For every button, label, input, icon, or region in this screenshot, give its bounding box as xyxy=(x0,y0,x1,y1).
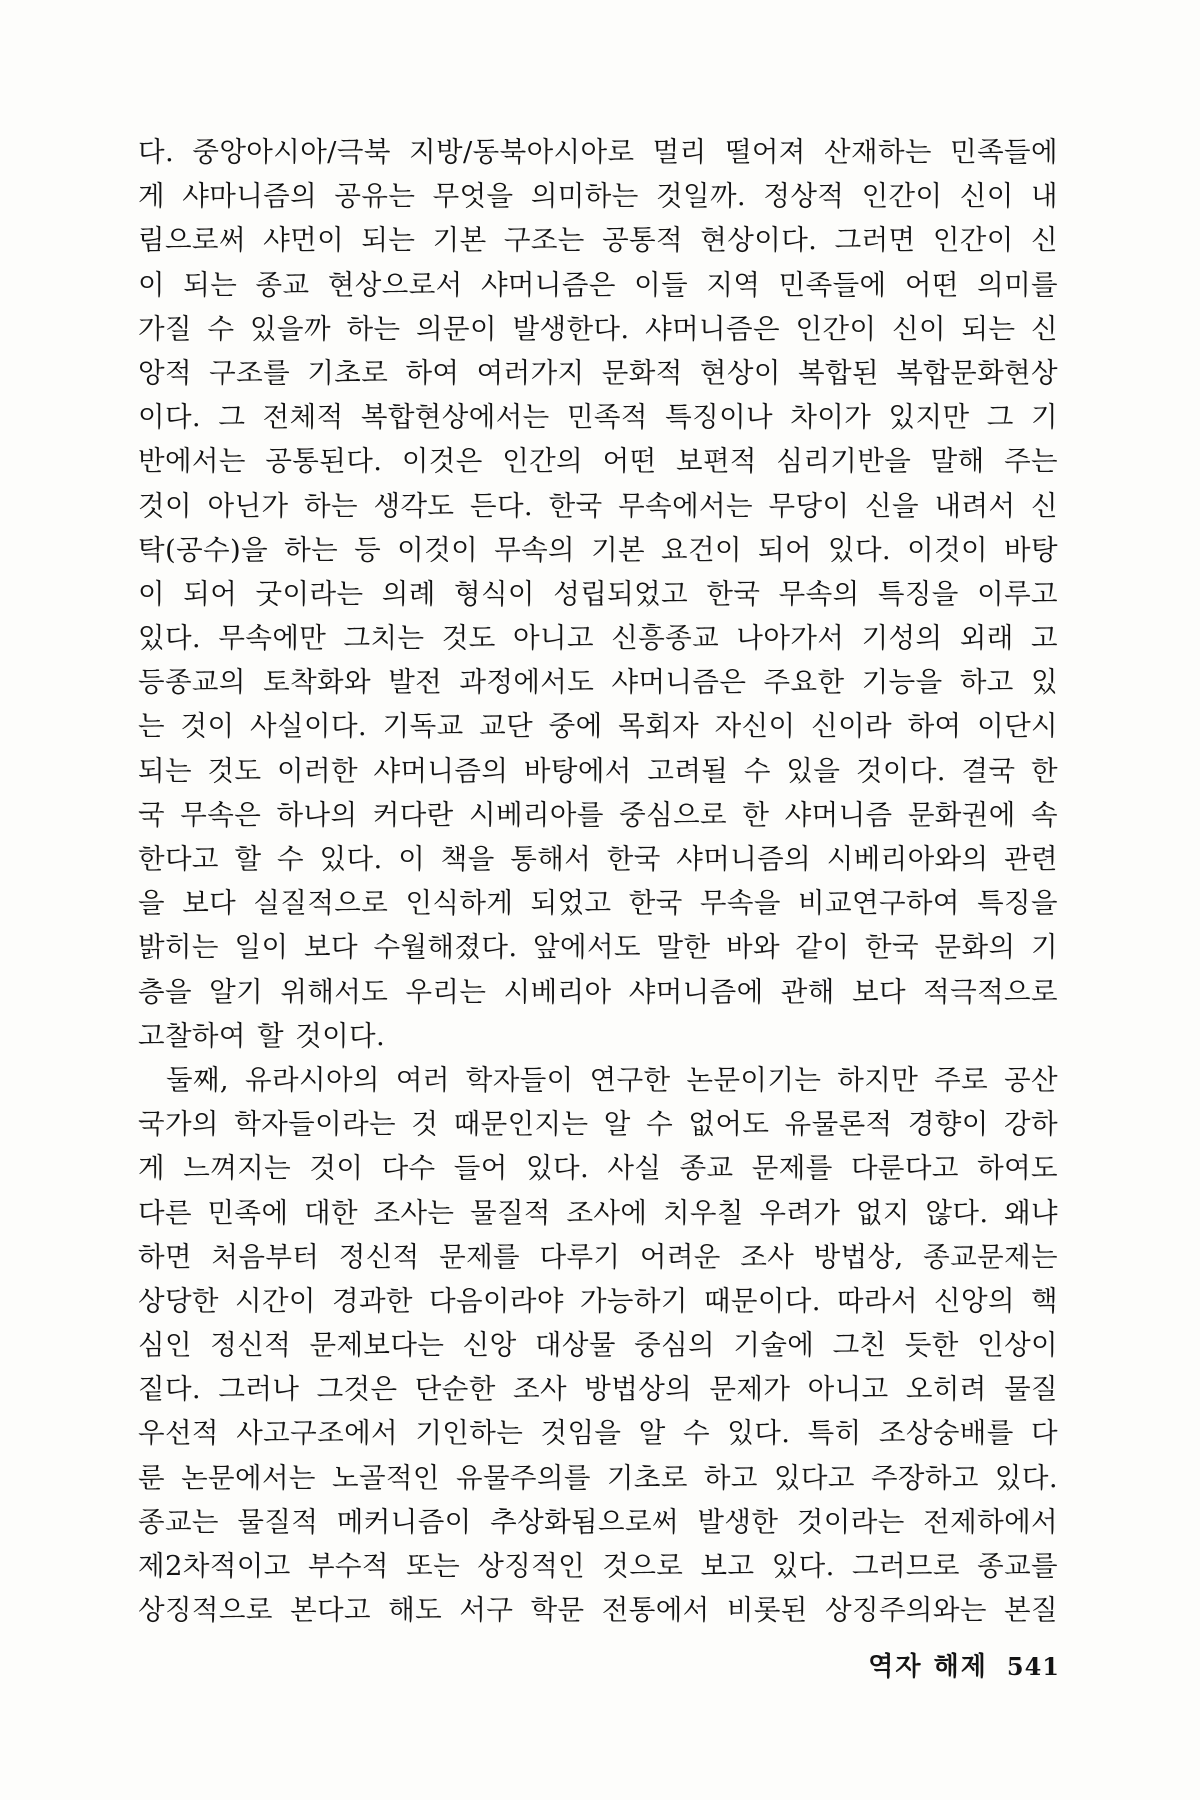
text-line: 한다고 할 수 있다. 이 책을 통해서 한국 샤머니즘의 시베리아와의 관련 xyxy=(138,843,1058,875)
text-line: 이다. 그 전체적 복합현상에서는 민족적 특징이나 차이가 있지만 그 기 xyxy=(138,401,1058,434)
text-line: 다. 중앙아시아/극북 지방/동북아시아로 멀리 떨어져 산재하는 민족들에 xyxy=(138,136,1058,168)
text-line: 이 되는 종교 현상으로서 샤머니즘은 이들 지역 민족들에 어떤 의미를 xyxy=(138,268,1058,301)
paragraph-end-line: 고찰하여 할 것이다. xyxy=(138,1019,386,1052)
text-line: 등종교의 토착화와 발전 과정에서도 샤머니즘은 주요한 기능을 하고 있 xyxy=(138,666,1058,699)
text-line: 것이 아닌가 하는 생각도 든다. 한국 무속에서는 무당이 신을 내려서 신 xyxy=(138,489,1058,522)
text-line: 상징적으로 본다고 해도 서구 학문 전통에서 비롯된 상징주의와는 본질 xyxy=(138,1594,1058,1627)
text-line: 가질 수 있을까 하는 의문이 발생한다. 샤머니즘은 인간이 신이 되는 신 xyxy=(138,312,1058,345)
text-line: 짙다. 그러나 그것은 단순한 조사 방법상의 문제가 아니고 오히려 물질 xyxy=(138,1373,1058,1406)
page-footer xyxy=(868,1646,1060,1683)
text-line: 림으로써 샤먼이 되는 기본 구조는 공통적 현상이다. 그러면 인간이 신 xyxy=(138,224,1058,257)
text-line: 는 것이 사실이다. 기독교 교단 중에 목회자 자신이 신이라 하여 이단시 xyxy=(138,710,1058,743)
text-line: 층을 알기 위해서도 우리는 시베리아 샤머니즘에 관해 보다 적극적으로 xyxy=(138,975,1058,1008)
text-line: 탁(공수)을 하는 등 이것이 무속의 기본 요건이 되어 있다. 이것이 바탕 xyxy=(138,533,1058,566)
body-text xyxy=(138,130,1058,1632)
text-line: 다른 민족에 대한 조사는 물질적 조사에 치우칠 우려가 없지 않다. 왜냐 xyxy=(138,1196,1058,1229)
text-line: 게 느껴지는 것이 다수 들어 있다. 사실 종교 문제를 다룬다고 하여도 xyxy=(138,1152,1058,1185)
text-line: 상당한 시간이 경과한 다음이라야 가능하기 때문이다. 따라서 신앙의 핵 xyxy=(138,1284,1058,1317)
text-line: 종교는 물질적 메커니즘이 추상화됨으로써 발생한 것이라는 전제하에서 xyxy=(138,1505,1058,1538)
text-line: 게 샤마니즘의 공유는 무엇을 의미하는 것일까. 정상적 인간이 신이 내 xyxy=(138,180,1058,213)
text-line: 을 보다 실질적으로 인식하게 되었고 한국 무속을 비교연구하여 특징을 xyxy=(138,887,1058,920)
text-line: 룬 논문에서는 노골적인 유물주의를 기초로 하고 있다고 주장하고 있다. xyxy=(138,1461,1058,1494)
text-line: 국가의 학자들이라는 것 때문인지는 알 수 없어도 유물론적 경향이 강하 xyxy=(138,1108,1058,1141)
text-line: 심인 정신적 문제보다는 신앙 대상물 중심의 기술에 그친 듯한 인상이 xyxy=(138,1329,1058,1362)
text-line: 되는 것도 이러한 샤머니즘의 바탕에서 고려될 수 있을 것이다. 결국 한 xyxy=(138,754,1058,787)
running-section-title: 역자 해제 xyxy=(868,1652,988,1682)
paragraph-start-line: 둘째, 유라시아의 여러 학자들이 연구한 논문이기는 하지만 주로 공산 xyxy=(166,1063,1058,1096)
text-line: 있다. 무속에만 그치는 것도 아니고 신흥종교 나아가서 기성의 외래 고 xyxy=(138,622,1058,655)
page-number: 541 xyxy=(1006,1652,1060,1681)
text-line: 이 되어 굿이라는 의례 형식이 성립되었고 한국 무속의 특징을 이루고 xyxy=(138,577,1058,610)
text-line: 우선적 사고구조에서 기인하는 것임을 알 수 있다. 특히 조상숭배를 다 xyxy=(138,1417,1058,1450)
text-line: 앙적 구조를 기초로 하여 여러가지 문화적 현상이 복합된 복합문화현상 xyxy=(138,356,1058,389)
text-line: 제2차적이고 부수적 또는 상징적인 것으로 보고 있다. 그러므로 종교를 xyxy=(138,1550,1058,1582)
text-line: 하면 처음부터 정신적 문제를 다루기 어려운 조사 방법상, 종교문제는 xyxy=(138,1240,1058,1273)
text-line: 국 무속은 하나의 커다란 시베리아를 중심으로 한 샤머니즘 문화권에 속 xyxy=(138,798,1058,831)
text-line: 반에서는 공통된다. 이것은 인간의 어떤 보편적 심리기반을 말해 주는 xyxy=(138,445,1058,478)
text-line: 밝히는 일이 보다 수월해졌다. 앞에서도 말한 바와 같이 한국 문화의 기 xyxy=(138,931,1058,964)
